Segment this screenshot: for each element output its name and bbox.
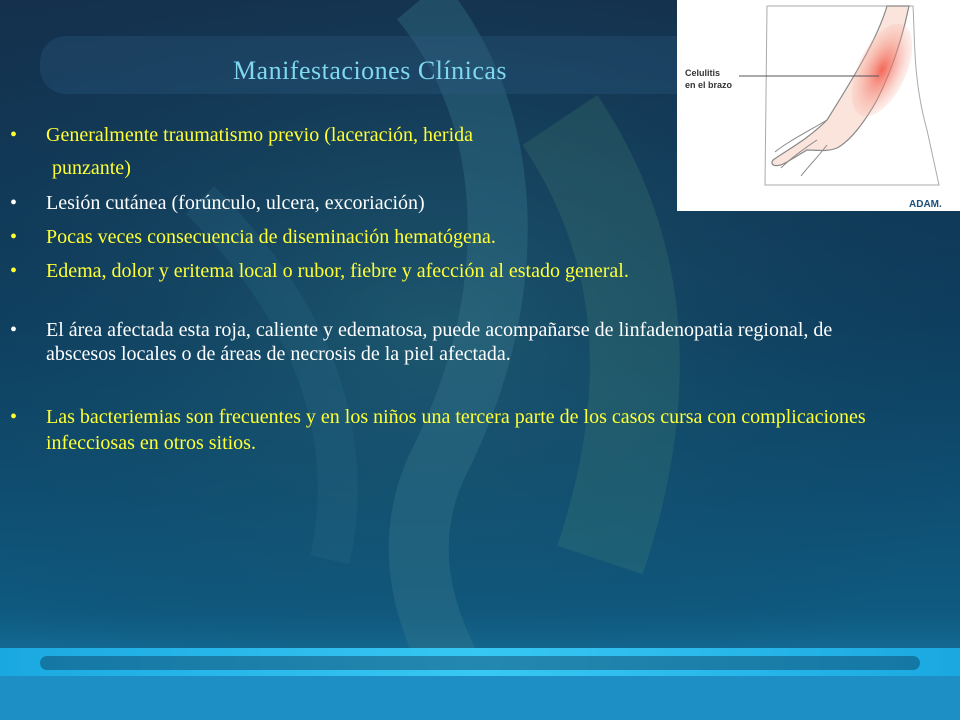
bullet-marker: • — [10, 319, 18, 341]
bullet-marker: • — [10, 124, 18, 146]
figure-label-line1: Celulitis — [685, 68, 721, 78]
bullet-2-text: Lesión cutánea (forúnculo, ulcera, excoriación) — [46, 192, 425, 214]
bullet-6-text: Las bacteriemias son frecuentes y en los niños una tercera parte de los casos cursa con complicaciones infecciosas en otros sitios. — [46, 406, 866, 454]
bullet-1-continuation — [10, 155, 880, 181]
bullet-3-text: Pocas veces consecuencia de diseminación hematógena. — [46, 226, 496, 248]
bullet-marker: • — [10, 192, 18, 214]
bullet-list — [10, 122, 880, 456]
bullet-1 — [10, 122, 880, 148]
figure-label-line2: en el brazo — [685, 80, 733, 90]
bullet-5-text: El área afectada esta roja, caliente y edematosa, puede acompañarse de linfadenopatia regional, de abscesos locales o de áreas de necrosis de la piel afectada. — [46, 319, 833, 365]
bullet-3 — [10, 224, 880, 250]
bullet-marker: • — [10, 260, 18, 282]
bullet-1-text: Generalmente traumatismo previo (laceración, herida — [46, 124, 474, 146]
bullet-4-text: Edema, dolor y eritema local o rubor, fiebre y afección al estado general. — [46, 260, 629, 282]
slide-title: Manifestaciones Clínicas — [232, 56, 508, 85]
bullet-2 — [10, 190, 880, 216]
bullet-marker: • — [10, 226, 18, 248]
bullet-4 — [10, 258, 880, 284]
bullet-1-continuation-text: punzante) — [52, 157, 131, 179]
bullet-6 — [10, 404, 880, 456]
adam-brand-logo: ADAM. — [909, 199, 942, 210]
bullet-marker: • — [10, 406, 18, 428]
bullet-5 — [10, 318, 880, 366]
